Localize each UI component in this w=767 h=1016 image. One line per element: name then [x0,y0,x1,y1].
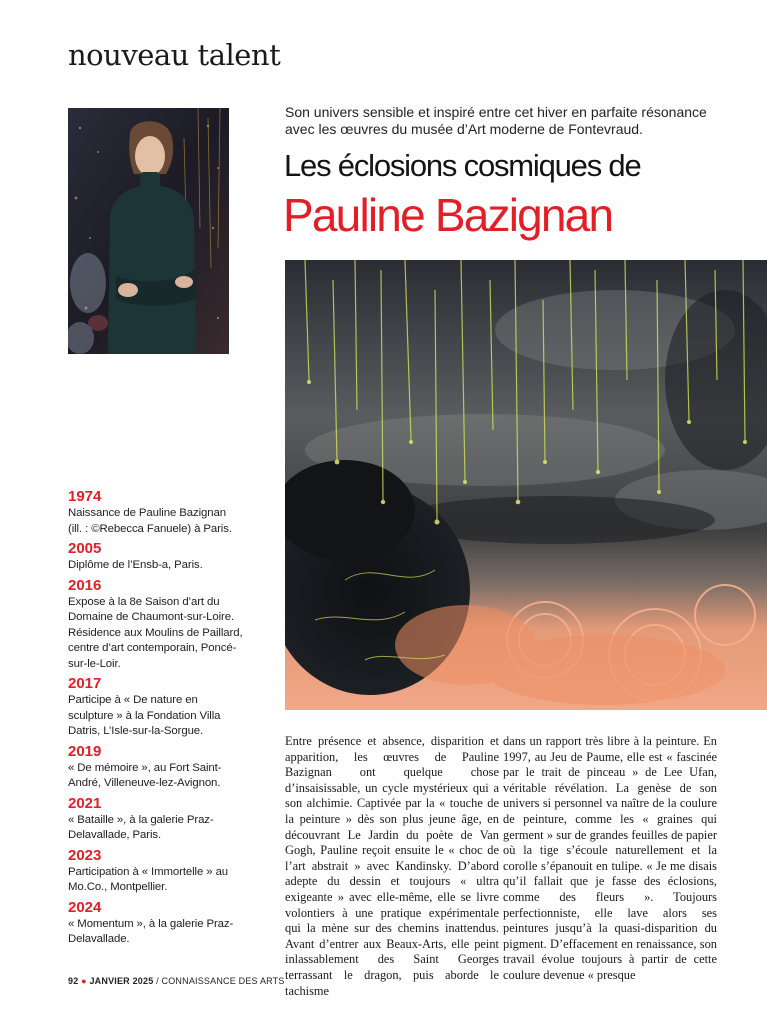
chronology-text: Expose à la 8e Saison d’art du Domaine de Chaumont-sur-Loire. Résidence aux Moulins de Paillard, centre d’art contemporain, Poncé-sur-le-Loir. [68,595,243,670]
chronology-text: « Momentum », à la galerie Praz-Delavallade. [68,917,234,945]
chronology-year: 1974 [68,488,102,505]
chronology-year: 2024 [68,898,102,916]
chronology-year: 2019 [68,742,102,760]
issue-date: JANVIER 2025 [89,976,154,986]
body-paragraph: dans un rapport très libre à la peinture. En 1997, au Jeu de Paume, elle est « fascinée par le trait de pinceau » de Lee Ufan, véritable révélation. La genèse de son univers si personnel va naître de la coulure de peinture, comme les « graines qui germent » sur de grandes feuilles de papier où la tige s’écoule naturellement et la corolle s’épanouit en tulipe. « Je me disais qu’il fallait que je fasse des éclosions, comme des fleurs ». Toujours perfectionniste, elle lave alors ses peintures jusqu’à la quasi-disparition du pigment. D’effacement en renaissance, son travail évolue toujours à partir de cette coulure devenue « presque [503,734,717,982]
chronology-entry [68,488,243,537]
page-folio [68,976,285,986]
painting-illustration [285,260,767,710]
painting-artwork [285,260,767,710]
magazine-name: CONNAISSANCE DES ARTS [161,976,285,986]
chronology-entry [68,743,243,792]
chronology-text: Participe à « De nature en sculpture » à la Fondation Villa Datris, L’Isle-sur-la-Sorgue. [68,694,221,737]
chronology [68,485,243,948]
chronology-year: 2016 [68,576,102,594]
article-intro: Son univers sensible et inspiré entre cet hiver en parfaite résonance avec les œuvres du musée d’Art moderne de Fontevraud. [285,104,707,137]
artist-portrait-photo [68,108,229,354]
chronology-entry [68,847,243,896]
page-number: 92 [68,976,79,986]
chronology-entry [68,540,243,574]
portrait-illustration [68,108,229,354]
body-paragraph: Entre présence et absence, disparition et apparition, les œuvres de Pauline Bazignan ont quelque chose d’insaisissable, un cycle mystérieux qui a son alchimie. Captivée par la « touche de la peinture » dès son plus jeune âge, en découvrant Le Jardin du poète de Van Gogh, Pauline reçoit ensuite le « choc de l’art abstrait » avec Kandinsky. D’abord adepte du dessin et toujours « ultra exigeante » avec elle-même, elle se livre volontiers à une pratique expérimentale qui la mène sur des chemins inattendus. Avant d’entrer aux Beaux-Arts, elle peint inlassablement des Saint Georges terrassant le dragon, puis aborde le tachisme [285,734,499,998]
chronology-text: Naissance de Pauline Bazignan (ill. : ©Rebecca Fanuele) à Paris. [68,507,232,535]
chronology-year: 2017 [68,675,102,692]
chronology-entry [68,577,243,673]
article-title-line1: Les éclosions cosmiques de [284,148,641,183]
chronology-entry [68,899,243,948]
chronology-year: 2005 [68,540,102,557]
section-rubric: nouveau talent [68,38,281,72]
folio-bullet-icon: ● [78,976,90,986]
chronology-text: Diplôme de l’Ensb-a, Paris. [68,559,203,571]
chronology-year: 2023 [68,846,102,864]
folio-separator: / [153,976,162,986]
article-title-line2: Pauline Bazignan [283,189,613,241]
chronology-year: 2021 [68,794,102,812]
body-column-2 [503,734,717,984]
chronology-entry [68,795,243,844]
chronology-text: Participation à « Immortelle » au Mo.Co., Montpellier. [68,865,229,893]
chronology-text: « Bataille », à la galerie Praz-Delavallade, Paris. [68,813,214,841]
body-column-1 [285,734,499,999]
chronology-text: « De mémoire », au Fort Saint-André, Villeneuve-lez-Avignon. [68,761,222,789]
chronology-entry [68,675,243,740]
